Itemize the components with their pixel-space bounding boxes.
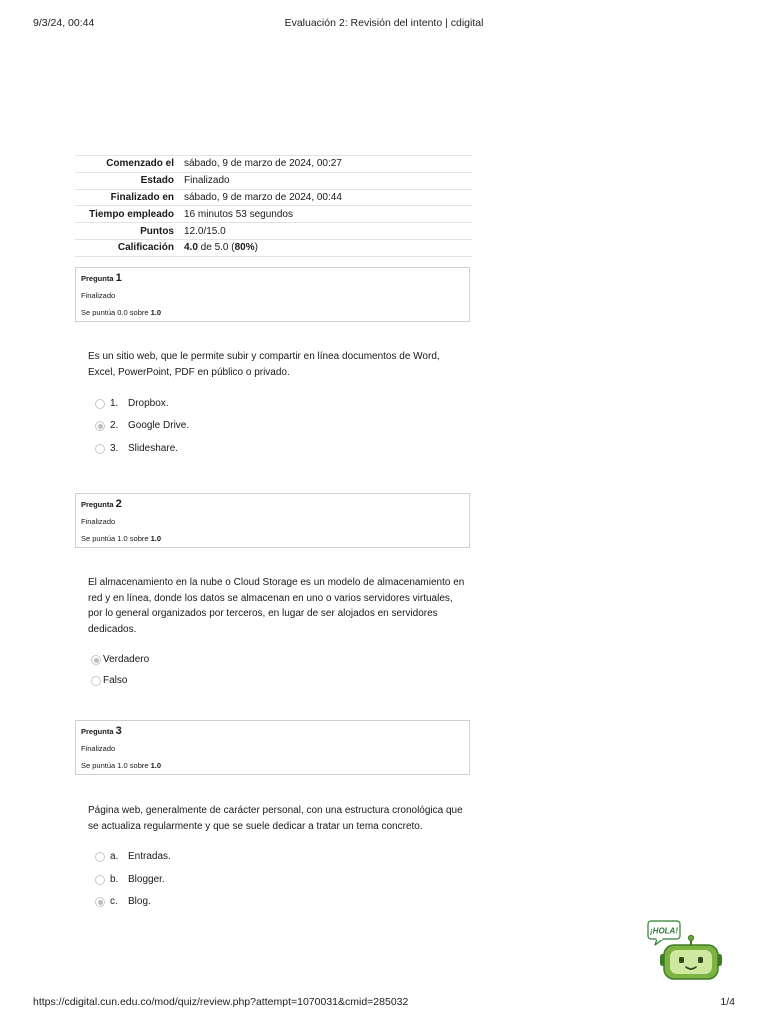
answer-text: Dropbox. <box>128 398 169 409</box>
robot-right-eye-icon <box>698 957 703 963</box>
summary-row <box>75 156 472 173</box>
robot-left-eye-icon <box>679 957 684 963</box>
summary-value: 16 minutos 53 segundos <box>184 208 293 220</box>
answer-text: Verdadero <box>103 654 150 665</box>
question-text-1: Es un sitio web, que le permite subir y compartir en línea documentos de Word, Excel, PowerPoint, PDF en público o privado. <box>88 351 440 378</box>
question-label: Pregunta <box>81 727 114 736</box>
radio-button[interactable] <box>95 444 105 454</box>
question-grade <box>81 761 161 770</box>
grade-prefix: Se puntúa 0.0 sobre <box>81 308 151 317</box>
answer-text: Slideshare. <box>128 443 179 454</box>
summary-value: sábado, 9 de marzo de 2024, 00:44 <box>184 191 342 203</box>
question-grade <box>81 534 161 543</box>
answer-letter: a. <box>110 851 119 862</box>
radio-button[interactable] <box>95 852 105 862</box>
grade-value <box>184 239 472 256</box>
summary-value: sábado, 9 de marzo de 2024, 00:27 <box>184 158 342 170</box>
answer-letter: 3. <box>110 443 119 454</box>
grade-close-paren: ) <box>254 242 258 254</box>
summary-row <box>75 206 472 223</box>
radio-button-selected[interactable] <box>95 897 105 907</box>
answer-text: Falso <box>103 675 128 686</box>
question-label: Pregunta <box>81 500 114 509</box>
grade-prefix: Se puntúa 1.0 sobre <box>81 534 151 543</box>
answer-text: Google Drive. <box>128 420 190 431</box>
summary-label: Calificación <box>117 242 174 254</box>
question-state: Finalizado <box>81 517 116 526</box>
chat-widget[interactable] <box>645 919 725 984</box>
bubble-tail-mask <box>657 938 663 940</box>
answer-text: Entradas. <box>128 851 171 862</box>
question-info-3 <box>75 720 470 775</box>
summary-row <box>75 189 472 206</box>
question-text-2: El almacenamiento en la nube o Cloud Storage es un modelo de almacenamiento en red y en línea, donde los datos se almacenan en uno o varios servidores virtuales, por lo general organizados por terceros, en lugar de ser alojados en servidores dedicados. <box>88 577 465 635</box>
summary-row <box>75 239 472 256</box>
summary-label: Puntos <box>140 225 174 237</box>
radio-button-selected[interactable] <box>95 421 105 431</box>
grade-prefix: Se puntúa 1.0 sobre <box>81 761 151 770</box>
summary-value: Finalizado <box>184 175 230 187</box>
radio-button-selected[interactable] <box>91 655 101 665</box>
answer-letter: 1. <box>110 398 119 409</box>
grade-score: 4.0 <box>184 242 198 254</box>
answer-letter: b. <box>110 874 119 885</box>
print-url: https://cdigital.cun.edu.co/mod/quiz/review.php?attempt=1070031&cmid=285032 <box>33 996 409 1008</box>
question-state: Finalizado <box>81 291 116 300</box>
robot-face-icon <box>670 950 712 974</box>
question-number <box>81 272 122 284</box>
grade-max: 1.0 <box>150 534 162 543</box>
antenna-tip-icon <box>688 935 693 940</box>
answer-text: Blogger. <box>128 874 165 885</box>
radio-button[interactable] <box>95 875 105 885</box>
question-num: 2 <box>115 498 122 510</box>
attempt-summary-table <box>75 155 472 257</box>
radio-button[interactable] <box>95 399 105 409</box>
question-label: Pregunta <box>81 274 114 283</box>
summary-value: 12.0/15.0 <box>184 225 226 237</box>
print-date: 9/3/24, 00:44 <box>33 17 95 29</box>
question-text-3: Página web, generalmente de carácter personal, con una estructura cronológica que se actualiza regularmente y que se suele dedicar a tratar un tema concreto. <box>88 805 463 832</box>
summary-label: Finalizado en <box>110 191 174 203</box>
summary-label: Tiempo empleado <box>89 208 174 220</box>
grade-percent: 80% <box>234 242 255 254</box>
answer-letter: c. <box>110 896 118 907</box>
question-number <box>81 725 122 737</box>
question-grade <box>81 308 161 317</box>
answer-letter: 2. <box>110 420 119 431</box>
summary-row <box>75 172 472 189</box>
answer-text: Blog. <box>128 896 151 907</box>
question-info-2 <box>75 493 470 548</box>
robot-icon[interactable] <box>645 919 725 984</box>
print-header <box>0 17 768 31</box>
grade-scale: de 5.0 ( <box>197 242 235 254</box>
question-num: 1 <box>115 272 122 284</box>
print-title: Evaluación 2: Revisión del intento | cdigital <box>284 17 484 29</box>
question-state: Finalizado <box>81 744 116 753</box>
grade-max: 1.0 <box>150 308 162 317</box>
grade-max: 1.0 <box>150 761 162 770</box>
question-info-1 <box>75 267 470 322</box>
radio-button[interactable] <box>91 676 101 686</box>
summary-label: Comenzado el <box>106 158 174 170</box>
question-num: 3 <box>115 725 122 737</box>
summary-label: Estado <box>140 175 174 187</box>
print-footer <box>0 996 768 1010</box>
print-page-number: 1/4 <box>720 996 735 1008</box>
question-number <box>81 498 122 510</box>
summary-row <box>75 223 472 240</box>
bubble-text: ¡HOLA! <box>650 926 678 936</box>
